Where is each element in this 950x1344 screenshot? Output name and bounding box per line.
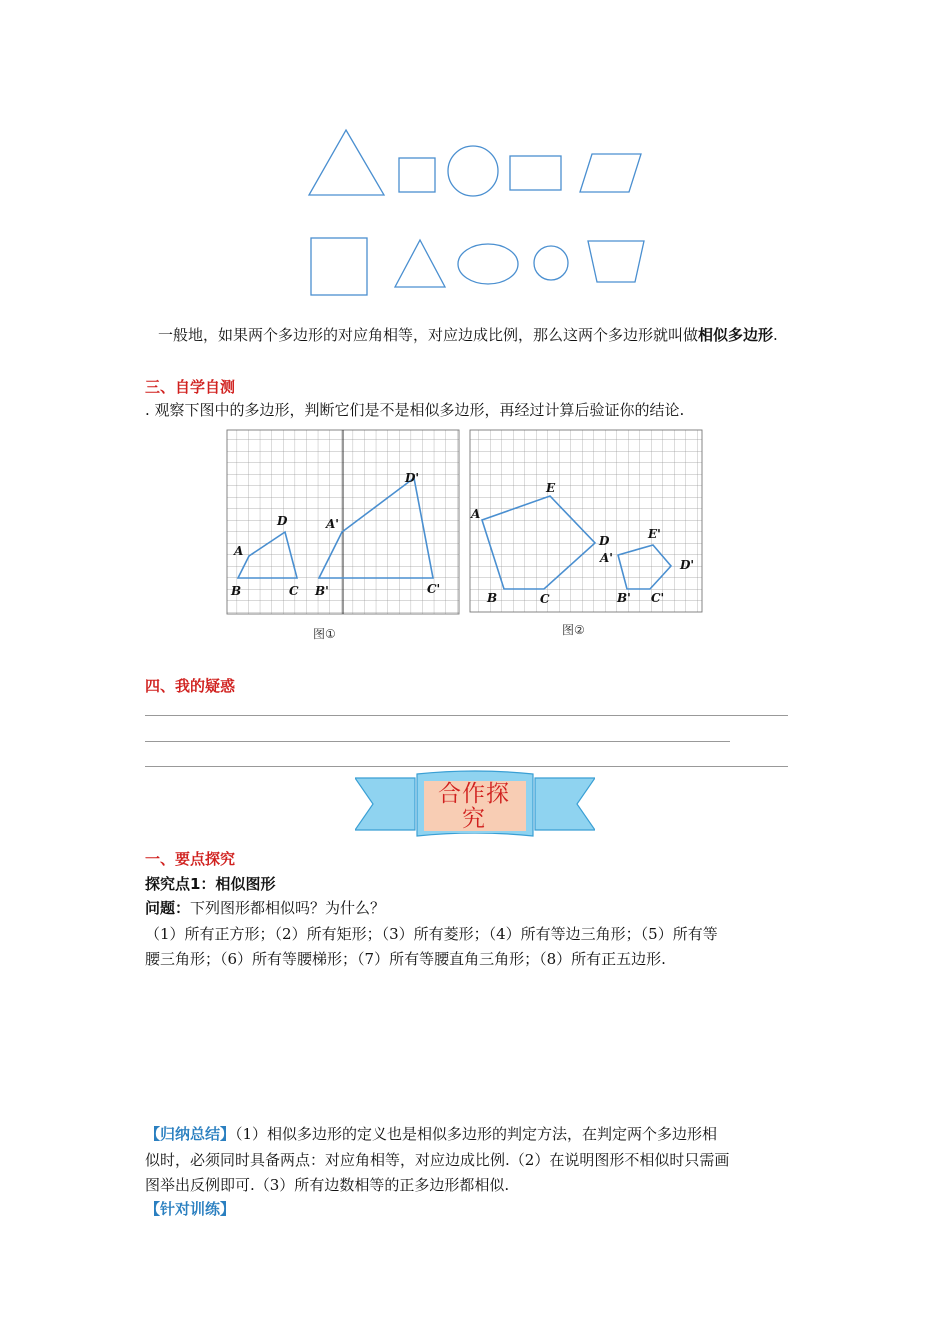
fig2-label-a-prime: A' bbox=[600, 551, 613, 565]
small-triangle bbox=[395, 240, 445, 287]
section3-heading: 三、自学自测 bbox=[145, 378, 236, 396]
fig1-label-c-prime: C' bbox=[427, 582, 441, 596]
figure1-grid bbox=[225, 428, 461, 650]
coop-heading: 一、要点探究 bbox=[145, 850, 236, 868]
large-triangle bbox=[309, 130, 384, 195]
answer-line-3 bbox=[145, 766, 788, 767]
parallelogram bbox=[580, 154, 641, 192]
section4-heading: 四、我的疑惑 bbox=[145, 677, 236, 695]
shapes-illustration bbox=[290, 120, 670, 310]
fig2-label-d: D bbox=[599, 534, 610, 548]
training-label: 【针对训练】 bbox=[145, 1200, 236, 1218]
circle bbox=[448, 146, 498, 196]
fig2-label-b: B bbox=[487, 591, 498, 605]
point1-heading: 探究点1：相似图形 bbox=[145, 875, 276, 893]
figure2-grid bbox=[467, 428, 705, 646]
summary-line-2: 似时，必须同时具备两点：对应角相等，对应边成比例.（2）在说明图形不相似时只需画 bbox=[145, 1151, 730, 1169]
fig1-label-d-prime: D' bbox=[405, 471, 420, 485]
rectangle bbox=[510, 156, 561, 190]
question-list-line-2: 腰三角形；（6）所有等腰梯形；（7）所有等腰直角三角形；（8）所有正五边形. bbox=[145, 950, 666, 968]
intro-paragraph: 一般地，如果两个多边形的对应角相等，对应边成比例，那么这两个多边形就叫做相似多边形. bbox=[158, 326, 778, 344]
fig2-label-a: A bbox=[471, 507, 481, 521]
fig1-label-b-prime: B' bbox=[315, 584, 329, 598]
answer-line-2 bbox=[145, 741, 730, 742]
large-square bbox=[311, 238, 367, 295]
fig2-label-b-prime: B' bbox=[617, 591, 631, 605]
small-square bbox=[399, 158, 435, 192]
fig2-label-c-prime: C' bbox=[651, 591, 665, 605]
section3-prompt: . 观察下图中的多边形，判断它们是不是相似多边形，再经过计算后验证你的结论. bbox=[145, 401, 685, 419]
summary-line-1: 【归纳总结】（1）相似多边形的定义也是相似多边形的判定方法，在判定两个多边形相 bbox=[145, 1125, 718, 1143]
fig1-label-b: B bbox=[231, 584, 242, 598]
fig1-caption: 图① bbox=[313, 627, 336, 641]
summary-line-3: 图举出反例即可.（3）所有边数相等的正多边形都相似. bbox=[145, 1176, 510, 1194]
answer-line-1 bbox=[145, 715, 788, 716]
small-circle bbox=[534, 246, 568, 280]
question-list-line-1: （1）所有正方形；（2）所有矩形；（3）所有菱形；（4）所有等边三角形；（5）所有等 bbox=[145, 925, 718, 943]
fig2-label-e-prime: E' bbox=[648, 527, 661, 541]
ellipse bbox=[458, 244, 518, 284]
fig2-caption: 图② bbox=[562, 623, 585, 637]
fig2-label-e: E bbox=[546, 481, 556, 495]
fig1-label-a-prime: A' bbox=[326, 517, 339, 531]
question-line: 问题：下列图形都相似吗？为什么？ bbox=[145, 899, 386, 917]
fig1-label-d: D bbox=[277, 514, 288, 528]
fig2-label-c: C bbox=[540, 592, 550, 606]
fig2-label-d-prime: D' bbox=[680, 558, 695, 572]
trapezoid bbox=[588, 241, 644, 282]
fig1-label-c: C bbox=[289, 584, 299, 598]
fig1-label-a: A bbox=[234, 544, 244, 558]
banner-text: 合作探究 bbox=[438, 781, 510, 832]
